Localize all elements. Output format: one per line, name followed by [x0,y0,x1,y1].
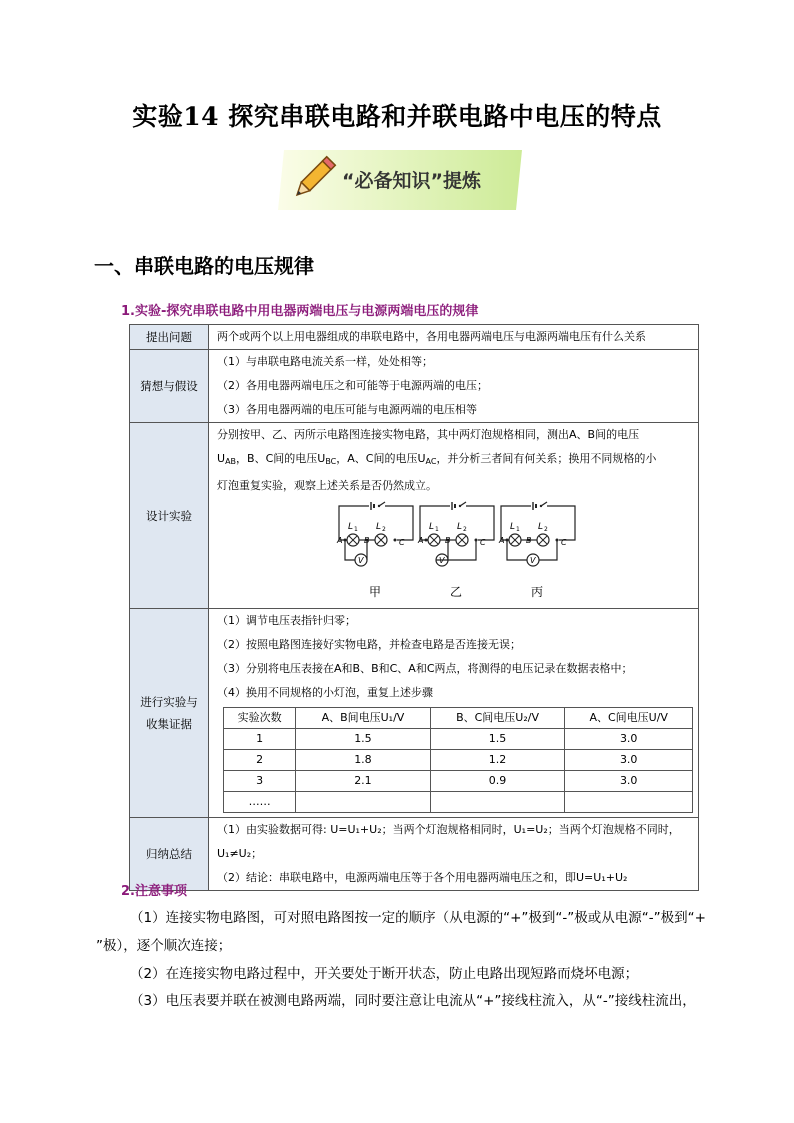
bulb-label: L [348,522,354,532]
cell: 3.0 [565,771,693,792]
cell: 3.0 [565,729,693,750]
circuit-diagram-svg [217,500,697,608]
table-row [224,750,693,771]
row-text: （2）结论：串联电路中，电源两端电压等于各个用电器两端电压之和，即U=U₁+U₂ [217,871,628,884]
table-row-question [130,325,699,350]
node-label-b: B [364,536,370,545]
row-text: （4）换用不同规格的小灯泡，重复上述步骤 [217,686,433,699]
cell [430,792,565,813]
row-head: 归纳总结 [130,818,209,891]
row-text: （3）分别将电压表接在A和B、B和C、A和C两点，将测得的电压记录在数据表格中； [217,662,633,675]
cell: 1 [224,729,296,750]
section-heading: 一、串联电路的电压规律 [94,254,314,278]
cell [296,792,430,813]
circuit-name-label: 甲 [369,585,382,599]
row-head: 猜想与假设 [130,350,209,423]
row-text: （2）各用电器两端电压之和可能等于电源两端的电压； [217,379,488,392]
table-row [224,729,693,750]
row-body [209,818,699,891]
switch-pin [540,505,542,507]
row-head: 进行实验与 收集证据 [130,609,209,818]
row-head: 设计实验 [130,423,209,609]
cell: 0.9 [430,771,565,792]
col-header: A、B间电压U₁/V [296,708,430,729]
node-label-c: C [480,538,486,547]
bulb-label-sub: 1 [354,526,358,533]
row-text: （1）与串联电路电流关系一样，处处相等； [217,355,433,368]
row-body [209,423,699,609]
row-text: （1）调节电压表指针归零； [217,614,356,627]
voltmeter-label: V [439,556,445,565]
circuit-wire [547,506,575,540]
subsection-heading-experiment: 1.实验-探究串联电路中用电器两端电压与电源两端电压的规律 [121,304,479,319]
bulb-label: L [510,522,516,532]
bulb-label-sub: 2 [382,526,386,533]
table-row-procedure [130,609,699,818]
node-label-c: C [561,538,567,547]
banner [276,146,524,214]
banner-label: “必备知识”提炼 [342,170,481,192]
switch-pin [378,505,380,507]
circuit-name-label: 乙 [450,585,463,599]
bulb-label: L [538,522,544,532]
row-body [209,609,699,818]
col-header: A、C间电压U/V [565,708,693,729]
row-text: （1）由实验数据可得: U=U₁+U₂；当两个灯泡规格相同时，U₁=U₂；当两个灯泡规格不同时， [217,823,680,836]
row-head: 提出问题 [130,325,209,350]
cell: 1.5 [430,729,565,750]
node-label-c: C [399,538,405,547]
node-label-a: A [337,536,343,545]
note-text: ”极），逐个顺次连接； [96,938,232,954]
table-row [224,792,693,813]
note-text: （2）在连接实物电路过程中，开关要处于断开状态，防止电路出现短路而烧坏电源； [130,966,639,982]
voltmeter-label: V [530,556,536,565]
node-c [394,539,397,542]
cell: 2 [224,750,296,771]
bulb-label: L [429,522,435,532]
col-header: 实验次数 [224,708,296,729]
note-text: （3）电压表要并联在被测电路两端，同时要注意让电流从“+”接线柱流入，从“-”接线柱流出， [130,993,696,1009]
node-label-b: B [526,536,532,545]
row-text: 分别按甲、乙、丙所示电路图连接实物电路，其中两灯泡规格相同，测出A、B间的电压 [217,428,640,441]
row-body [209,325,699,350]
pencil-icon [290,152,338,204]
cell: 1.5 [296,729,430,750]
cell [565,792,693,813]
table-row [224,771,693,792]
node-a [425,539,428,542]
subsection-heading-notes: 2.注意事项 [121,884,187,899]
data-table-header [224,708,693,729]
row-text: 灯泡重复实验，观察上述关系是否仍然成立。 [217,479,437,492]
experiment-table [129,324,699,891]
col-header: B、C间电压U₂/V [430,708,565,729]
row-text: （3）各用电器两端的电压可能与电源两端的电压相等 [217,403,477,416]
bulb-label-sub: 2 [544,526,548,533]
note-text: （1）连接实物电路图，可对照电路图按一定的顺序（从电源的“+”极到“-”极或从电源“-”极到“+ [130,910,706,926]
cell: 1.8 [296,750,430,771]
cell: 3 [224,771,296,792]
cell: 2.1 [296,771,430,792]
cell: …… [224,792,296,813]
switch-pin [459,505,461,507]
bulb-label-sub: 1 [435,526,439,533]
table-row-hypothesis [130,350,699,423]
bulb-label-sub: 2 [463,526,467,533]
table-row-summary [130,818,699,891]
circuit-name-label: 丙 [531,585,544,599]
node-label-a: A [499,536,505,545]
row-text: $U_{AB}$，B、C间的电压$U_{BC}$，A、C间的电压$U_{AC}$，并分析三者间有何关系；换用不同规格的小 [217,452,657,466]
cell: 3.0 [565,750,693,771]
bulb-label-sub: 1 [516,526,520,533]
row-text: （2）按照电路图连接好实物电路，并检查电路是否连接无误； [217,638,521,651]
node-label-a: A [418,536,424,545]
circuit-wire [385,506,413,540]
data-table [223,707,693,813]
voltmeter-label: V [358,556,364,565]
page-title: 实验14 探究串联电路和并联电路中电压的特点 [132,102,662,131]
row-body [209,350,699,423]
bulb-label: L [376,522,382,532]
circuit-diagrams [217,500,698,608]
table-row-design [130,423,699,609]
node-label-b: B [445,536,451,545]
row-text: U₁≠U₂； [217,847,263,860]
cell: 1.2 [430,750,565,771]
row-text: 两个或两个以上用电器组成的串联电路中，各用电器两端电压与电源两端电压有什么关系 [217,330,646,343]
circuit-wire [466,506,494,540]
bulb-label: L [457,522,463,532]
